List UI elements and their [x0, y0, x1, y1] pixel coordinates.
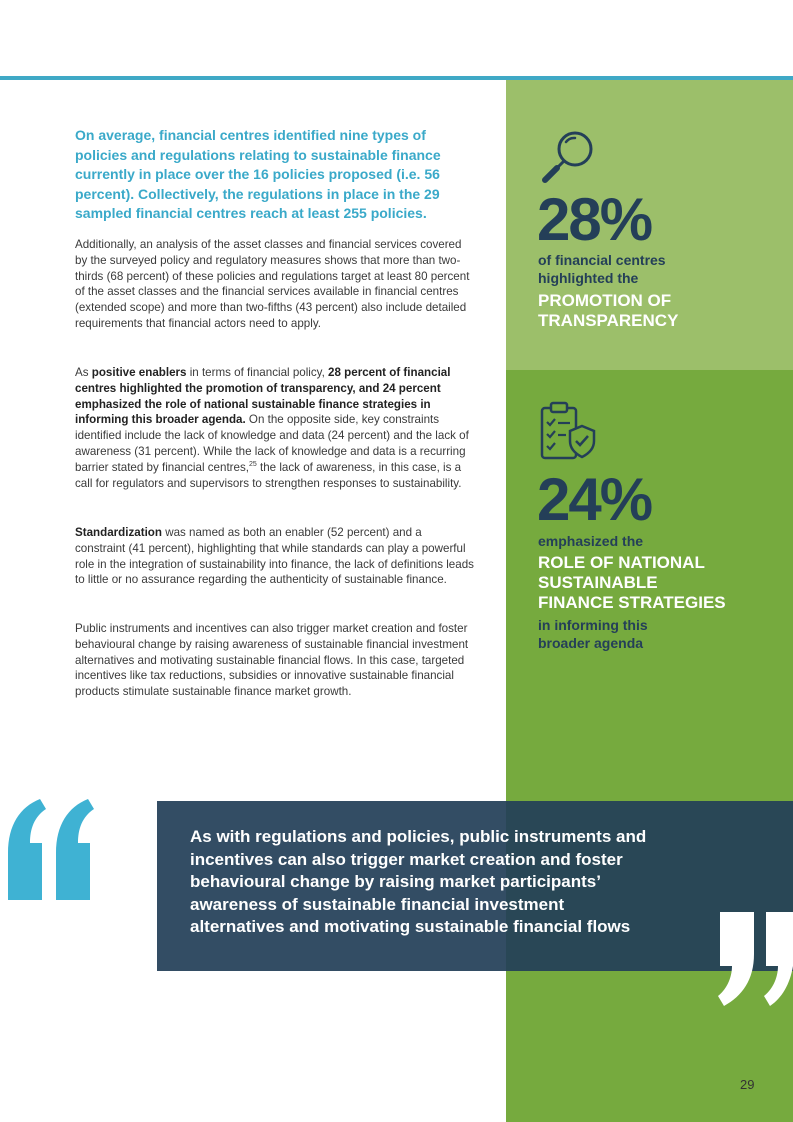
- stat2-caps2: SUSTAINABLE: [538, 573, 658, 592]
- magnifier-icon: [538, 128, 598, 186]
- clipboard-checklist-shield-icon: [538, 400, 600, 464]
- body-paragraph-2: As positive enablers in terms of financial policy, 28 percent of financial centres highlighted the promotion of transparency, and 24 percent emphasized the role of national sustainable finance strategies in informing this broader agenda. On the opposite side, key constraints identified include the lack of knowledge and data (24 percent) and the lack of awareness (31 percent). While the lack of knowledge and data is a recurring barrier stated by financial centres,$^{25}$ the lack of awareness, in this case, is a call for regulators and supervisors to strengthen responses to sustainability.: [75, 366, 469, 490]
- open-quote-mark-icon: [0, 795, 100, 905]
- pull-quote: As with regulations and policies, public instruments and incentives can also trigger market creation and foster behavioural change by raising market participants’ awareness of sustainable financial investment alternatives and motivating sustainable financial flows: [190, 827, 647, 936]
- stat2-caps1: ROLE OF NATIONAL: [538, 553, 705, 572]
- lead-paragraph: On average, financial centres identified nine types of policies and regulations relating to sustainable finance currently in place over the 16 policies proposed (i.e. 56 percent). Collectively, the regulations in place in the 29 sampled financial centres reach at least 255 policies.: [75, 127, 441, 221]
- stat-24-percent: 24%: [537, 466, 652, 533]
- stat1-caps2: TRANSPARENCY: [538, 311, 679, 330]
- stat-28-percent: 28%: [537, 186, 652, 253]
- stat2-caps3: FINANCE STRATEGIES: [538, 593, 726, 612]
- stat2-lead: emphasized the: [538, 533, 644, 549]
- footnote-ref: 25: [249, 460, 257, 468]
- body-paragraph-4: Public instruments and incentives can also trigger market creation and foster behavioural change by raising awareness of sustainable financial investment alternatives and motivating sustainable financial flows. In this case, targeted incentives like tax reductions, subsidies or innovative sustainable financial products stimulate sustainable finance market growth.: [75, 622, 469, 699]
- stat1-caps1: PROMOTION OF: [538, 291, 672, 310]
- body-paragraph-1: Additionally, an analysis of the asset classes and financial services covered by the surveyed policy and regulatory measures shows that more than two-thirds (68 percent) of these policies and regulations target at least 80 percent of the asset classes and the financial services available in financial centres (extended scope) and more than two-fifths (43 percent) also include detailed requirements that financial actors need to apply.: [75, 238, 470, 330]
- stat2-tail1: in informing this: [538, 617, 648, 633]
- stat1-line1: of financial centres: [538, 252, 666, 268]
- body-paragraph-3: Standardization was named as both an enabler (52 percent) and a constraint (41 percent), highlighting that while standards can play a powerful role in the integration of sustainability into finance, the lack of definitions leads to little or no assurance regarding the authenticity of sustainable finance.: [75, 526, 474, 587]
- close-quote-mark-icon: [714, 908, 793, 1008]
- page-number: 29: [740, 1077, 755, 1092]
- stat2-tail2: broader agenda: [538, 635, 644, 651]
- stat1-line2: highlighted the: [538, 270, 639, 286]
